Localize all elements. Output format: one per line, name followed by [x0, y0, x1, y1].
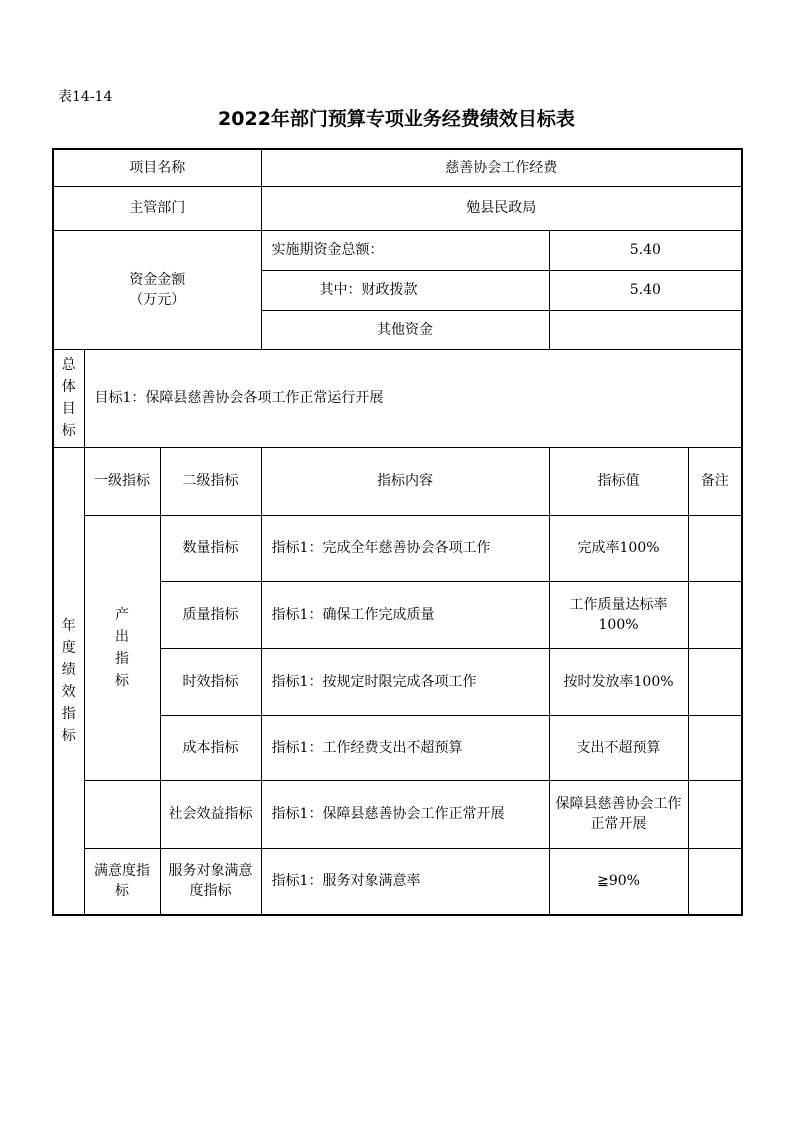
header-level2: 二级指标: [160, 447, 261, 515]
project-name-label: 项目名称: [53, 149, 261, 186]
row-value: 工作质量达标率100%: [549, 581, 688, 648]
benefit-value: 保障县慈善协会工作正常开展: [549, 780, 688, 848]
other-funds-label: 其他资金: [261, 310, 549, 349]
row-level2: 成本指标: [160, 715, 261, 780]
row-level2: 时效指标: [160, 648, 261, 715]
project-name-value: 慈善协会工作经费: [261, 149, 742, 186]
funds-unit: （万元）: [129, 291, 186, 308]
fiscal-funds-label: 其中：财政拨款: [261, 270, 549, 310]
performance-target-table: [52, 148, 743, 916]
row-content: 指标1：确保工作完成质量: [261, 581, 549, 648]
funds-label-cell: [53, 230, 261, 349]
benefit-level2: 社会效益指标: [160, 780, 261, 848]
total-funds-value: 5.40: [549, 230, 742, 270]
other-funds-value: [549, 310, 742, 349]
department-value: 勉县民政局: [261, 186, 742, 230]
row-value: 完成率100%: [549, 515, 688, 581]
annual-indicators-label: 年度绩效指标: [53, 447, 84, 915]
table-number: 表14-14: [58, 89, 113, 105]
department-label: 主管部门: [53, 186, 261, 230]
satisfaction-note: [688, 848, 742, 915]
row-value: 支出不超预算: [549, 715, 688, 780]
row-note: [688, 648, 742, 715]
satisfaction-level1: 满意度指标: [84, 848, 160, 915]
row-note: [688, 515, 742, 581]
satisfaction-level2: 服务对象满意度指标: [160, 848, 261, 915]
header-content: 指标内容: [261, 447, 549, 515]
satisfaction-content: 指标1：服务对象满意率: [261, 848, 549, 915]
row-note: [688, 715, 742, 780]
row-level2: 质量指标: [160, 581, 261, 648]
row-content: 指标1：按规定时限完成各项工作: [261, 648, 549, 715]
row-note: [688, 581, 742, 648]
benefit-level1: [84, 780, 160, 848]
fiscal-funds-value: 5.40: [549, 270, 742, 310]
satisfaction-value: ≧90%: [549, 848, 688, 915]
funds-label: 资金金额: [129, 271, 186, 288]
benefit-note: [688, 780, 742, 848]
benefit-content: 指标1：保障县慈善协会工作正常开展: [261, 780, 549, 848]
row-content: 指标1：完成全年慈善协会各项工作: [261, 515, 549, 581]
document-title: 2022年部门预算专项业务经费绩效目标表: [218, 108, 575, 130]
header-level1: 一级指标: [84, 447, 160, 515]
overall-target-text: 目标1：保障县慈善协会各项工作正常运行开展: [84, 349, 742, 447]
total-funds-label: 实施期资金总额：: [261, 230, 549, 270]
row-value: 按时发放率100%: [549, 648, 688, 715]
output-indicators-label: 产出指标: [84, 515, 160, 780]
overall-target-label: 总体目标: [53, 349, 84, 447]
row-level2: 数量指标: [160, 515, 261, 581]
header-value: 指标值: [549, 447, 688, 515]
header-note: 备注: [688, 447, 742, 515]
row-content: 指标1：工作经费支出不超预算: [261, 715, 549, 780]
